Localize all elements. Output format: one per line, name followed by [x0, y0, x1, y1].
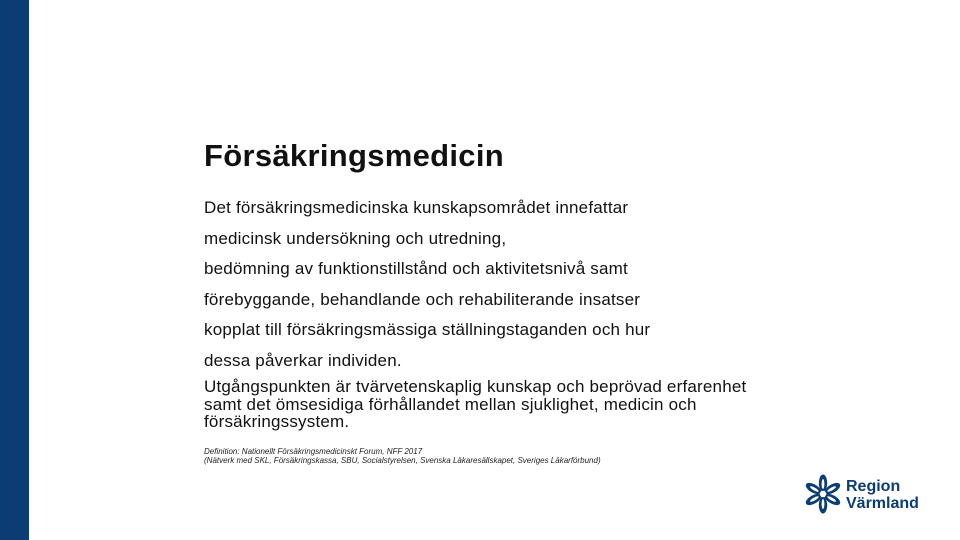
paragraph-line: bedömning av funktionstillstånd och aktivitetsnivå samt	[204, 259, 628, 278]
definition-paragraph	[204, 193, 824, 376]
star-flower-icon	[803, 474, 843, 514]
left-accent-bar	[0, 0, 29, 540]
paragraph-line: dessa påverkar individen.	[204, 350, 402, 370]
logo-wordmark	[846, 478, 919, 512]
logo-line-region: Region	[846, 478, 901, 495]
footnote	[204, 447, 824, 466]
paragraph-line: kopplat till försäkringsmässiga ställningstaganden och hur	[204, 320, 651, 339]
basis-paragraph: Utgångspunkten är tvärvetenskaplig kunskap och beprövad erfarenhet samt det ömsesidiga förhållandet mellan sjuklighet, medicin och försäkringssystem.	[204, 377, 747, 431]
paragraph-line: medicinsk undersökning och utredning,	[204, 228, 507, 248]
paragraph-line: förebyggande, behandlande och rehabiliterande insatser	[204, 289, 641, 309]
footnote-network: (Nätverk med SKL, Försäkringskassa, SBU, Socialstyrelsen, Svenska Läkaresällskapet, Sveriges Läkarförbund)	[204, 456, 601, 465]
slide-title: Försäkringsmedicin	[204, 138, 504, 173]
paragraph-line: Det försäkringsmedicinska kunskapsområdet innefattar	[204, 198, 629, 217]
logo-line-varmland: Värmland	[846, 495, 919, 512]
region-varmland-logo	[803, 474, 943, 518]
slide-content	[204, 136, 824, 466]
footnote-source: Definition: Nationellt Försäkringsmedicinskt Forum, NFF 2017	[204, 446, 423, 456]
